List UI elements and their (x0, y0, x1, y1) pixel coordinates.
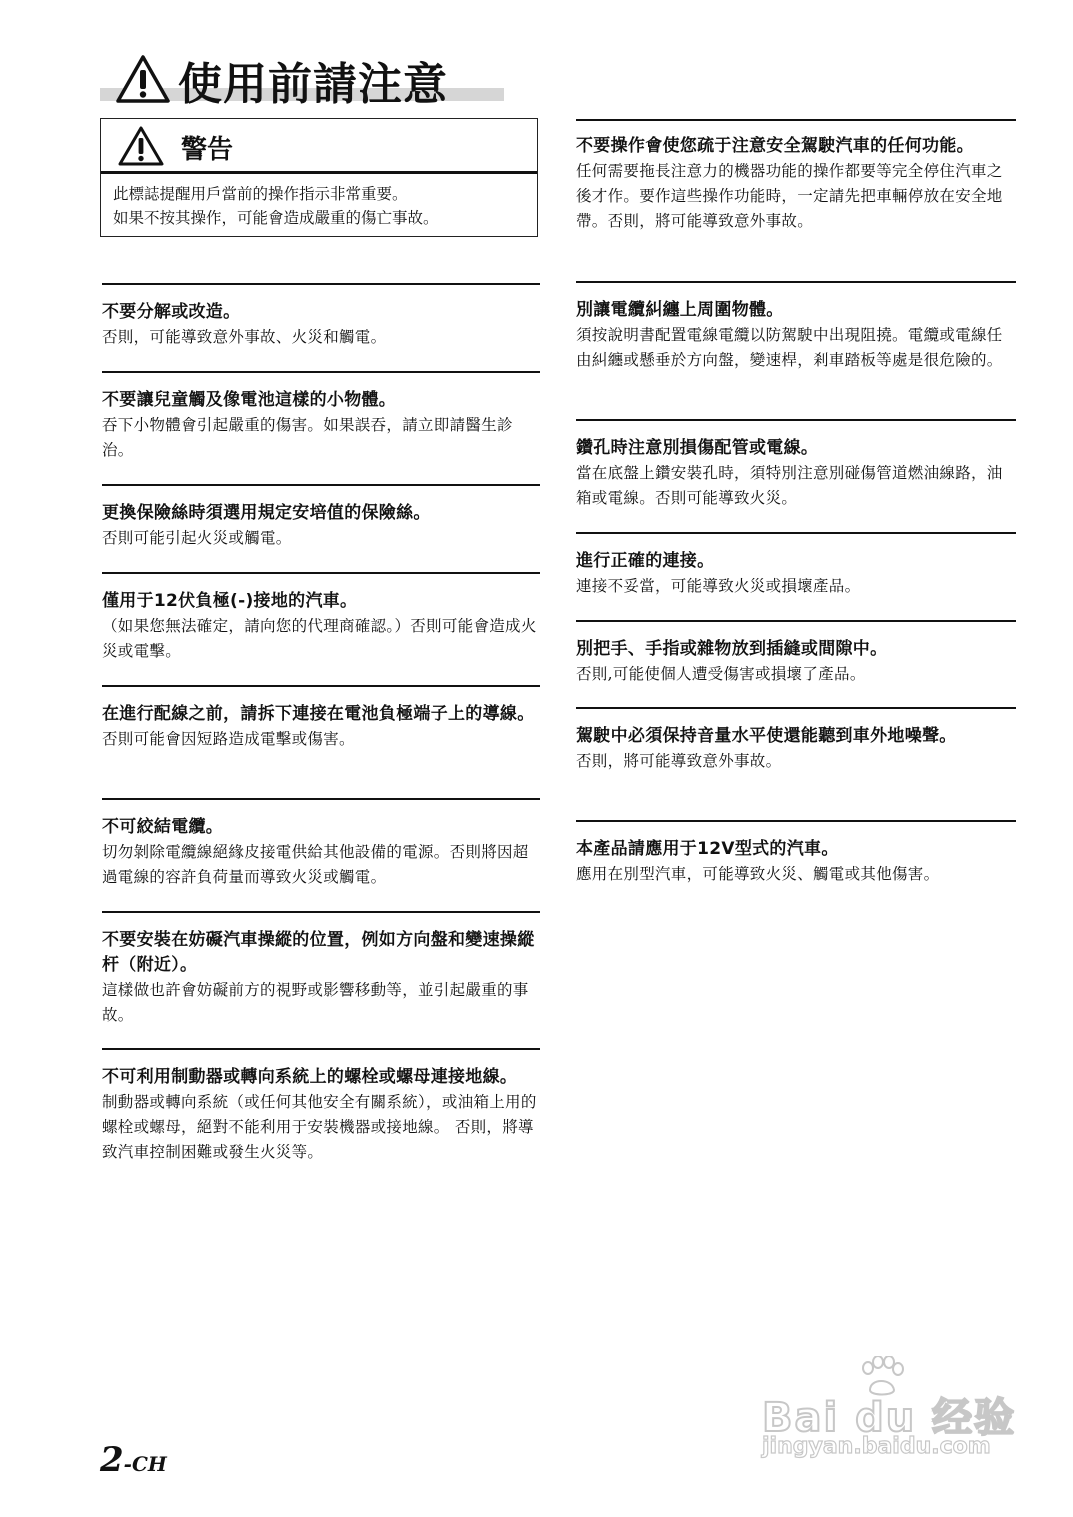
watermark-brand: Bai du 经验 (762, 1395, 1017, 1441)
section-body: 當在底盤上鑽安裝孔時，須特別注意別碰傷管道燃油線路，油箱或電線。否則可能導致火災。 (576, 464, 1003, 507)
caution-section (576, 707, 1016, 774)
section-title: 不要讓兒童觸及像電池這樣的小物體。 (102, 390, 397, 410)
warning-box-header (101, 119, 537, 174)
section-title: 不要安裝在妨礙汽車操縱的位置，例如方向盤和變速操縱杆（附近）。 (102, 930, 535, 975)
warning-triangle-icon (117, 125, 165, 171)
caution-section (576, 820, 1016, 887)
caution-section (102, 685, 540, 752)
baidu-watermark (760, 1356, 1017, 1466)
page-number-main: 2 (100, 1440, 124, 1480)
section-title: 本產品請應用于12V型式的汽車。 (576, 839, 839, 859)
watermark-url: jingyan.baidu.com (762, 1434, 991, 1459)
section-title: 不可利用制動器或轉向系統上的螺栓或螺母連接地線。 (102, 1067, 518, 1087)
caution-section (102, 572, 540, 664)
warning-box (100, 118, 538, 237)
page-number (100, 1440, 167, 1480)
page-number-suffix: -CH (123, 1452, 167, 1476)
section-title: 鑽孔時注意別損傷配管或電線。 (576, 438, 819, 458)
section-title: 更換保險絲時須選用規定安培值的保險絲。 (102, 503, 431, 523)
warning-line: 此標誌提醒用戶當前的操作指示非常重要。 (113, 185, 408, 203)
section-title: 在進行配線之前，請拆下連接在電池負極端子上的導線。 (102, 704, 535, 724)
caution-section (576, 532, 1016, 599)
section-title: 不要操作會使您疏于注意安全駕駛汽車的任何功能。 (576, 136, 974, 156)
section-body: 連接不妥當，可能導致火災或損壞產品。 (576, 577, 861, 595)
section-body: 這樣做也許會妨礙前方的視野或影響移動等，並引起嚴重的事故。 (102, 981, 529, 1024)
section-title: 駕駛中必須保持音量水平使還能聽到車外地噪聲。 (576, 726, 957, 746)
caution-section (576, 119, 1016, 234)
caution-section (576, 419, 1016, 511)
warning-label: 警告 (181, 135, 234, 165)
section-title: 不可絞結電纜。 (102, 817, 224, 837)
section-body: 吞下小物體會引起嚴重的傷害。如果誤吞，請立即請醫生診治。 (102, 416, 513, 459)
caution-section (102, 484, 540, 551)
section-body: （如果您無法確定，請向您的代理商確認。）否則可能會造成火災或電擊。 (102, 617, 537, 660)
section-body: 否則可能引起火災或觸電。 (102, 529, 292, 547)
caution-section (576, 281, 1016, 373)
section-title: 不要分解或改造。 (102, 302, 241, 322)
section-body: 否則,可能使個人遭受傷害或損壞了產品。 (576, 665, 866, 683)
warning-line: 如果不按其操作，可能會造成嚴重的傷亡事故。 (113, 209, 439, 227)
section-body: 制動器或轉向系統（或任何其他安全有關系統），或油箱上用的螺栓或螺母，絕對不能利用于安裝機器或接地線。 否則，將導致汽車控制困難或發生火災等。 (102, 1093, 537, 1161)
page-title-block (100, 48, 504, 110)
section-title: 別讓電纜糾纏上周圍物體。 (576, 300, 784, 320)
warning-description (101, 174, 537, 230)
section-body: 任何需要拖長注意力的機器功能的操作都要等完全停住汽車之後才作。要作這些操作功能時，一定請先把車輛停放在安全地帶。否則，將可能導致意外事故。 (576, 162, 1003, 230)
caution-section (576, 620, 1016, 687)
section-title: 僅用于12伏負極(-)接地的汽車。 (102, 591, 358, 611)
caution-section (102, 798, 540, 890)
section-body: 否則，可能導致意外事故、火災和觸電。 (102, 328, 387, 346)
section-title: 進行正確的連接。 (576, 551, 715, 571)
caution-section (102, 1048, 540, 1165)
section-body: 應用在別型汽車，可能導致火災、觸電或其他傷害。 (576, 865, 940, 883)
warning-triangle-icon (115, 54, 171, 108)
section-body: 否則，將可能導致意外事故。 (576, 752, 782, 770)
section-body: 切勿剝除電纜線絕緣皮接電供給其他設備的電源。否則將因超過電線的容許負荷量而導致火災或觸電。 (102, 843, 529, 886)
section-body: 否則可能會因短路造成電擊或傷害。 (102, 730, 355, 748)
section-title: 別把手、手指或雜物放到插縫或間隙中。 (576, 639, 888, 659)
section-body: 須按說明書配置電線電纜以防駕駛中出現阻撓。電纜或電線任由糾纏或懸垂於方向盤，變速桿，剎車踏板等處是很危險的。 (576, 326, 1003, 369)
caution-section (102, 911, 540, 1028)
page-title: 使用前請注意 (178, 59, 448, 110)
caution-section (102, 371, 540, 463)
caution-section (102, 283, 540, 350)
